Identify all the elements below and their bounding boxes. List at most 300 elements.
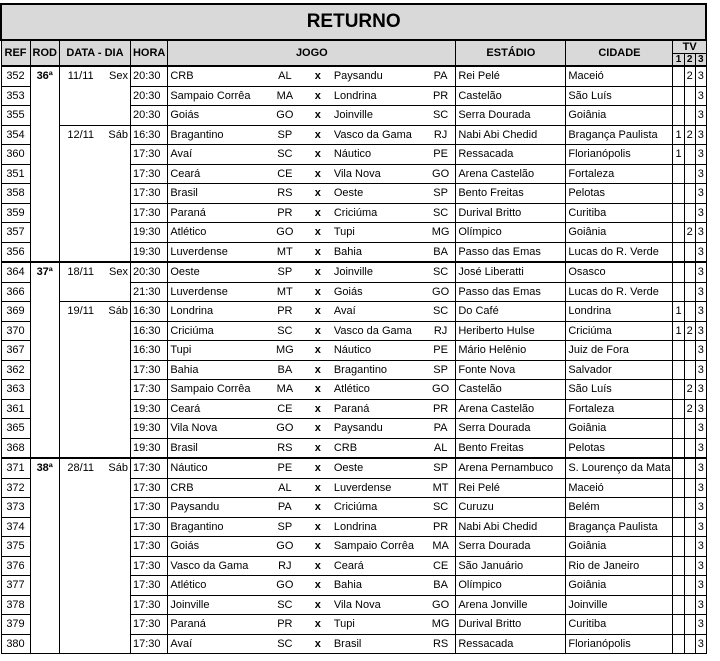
away-state-cell: PE bbox=[426, 341, 456, 361]
time-cell: 20:30 bbox=[130, 66, 167, 86]
stadium-cell: Rei Pelé bbox=[456, 478, 566, 498]
tv3-cell: 3 bbox=[695, 517, 706, 537]
tv3-cell: 3 bbox=[695, 223, 706, 243]
home-team-cell: Atlético bbox=[168, 223, 266, 243]
city-cell: Fortaleza bbox=[566, 164, 673, 184]
away-state-cell: PA bbox=[426, 419, 456, 439]
day-cell: Sáb bbox=[101, 458, 130, 654]
city-cell: Bragança Paulista bbox=[566, 517, 673, 537]
home-team-cell: Ceará bbox=[168, 164, 266, 184]
home-state-cell: GO bbox=[266, 419, 304, 439]
tv3-cell: 3 bbox=[695, 615, 706, 635]
home-team-cell: Brasil bbox=[168, 184, 266, 204]
tv1-cell bbox=[673, 498, 684, 518]
city-cell: S. Lourenço da Mata bbox=[566, 458, 673, 478]
city-cell: Londrina bbox=[566, 302, 673, 322]
home-state-cell: PR bbox=[266, 302, 304, 322]
table-row bbox=[1, 262, 706, 282]
stadium-cell: Castelão bbox=[456, 380, 566, 400]
away-team-cell: Tupi bbox=[332, 223, 426, 243]
versus-cell: x bbox=[304, 242, 332, 262]
away-team-cell: Bragantino bbox=[332, 360, 426, 380]
away-state-cell: SP bbox=[426, 458, 456, 478]
city-cell: Goiânia bbox=[566, 576, 673, 596]
time-cell: 20:30 bbox=[130, 86, 167, 106]
home-team-cell: CRB bbox=[168, 478, 266, 498]
away-team-cell: Criciúma bbox=[332, 203, 426, 223]
away-state-cell: MA bbox=[426, 537, 456, 557]
home-team-cell: Goiás bbox=[168, 106, 266, 126]
tv2-cell bbox=[684, 164, 695, 184]
home-team-cell: Paysandu bbox=[168, 498, 266, 518]
tv1-cell bbox=[673, 595, 684, 615]
home-team-cell: Ceará bbox=[168, 399, 266, 419]
time-cell: 17:30 bbox=[130, 634, 167, 654]
home-state-cell: SC bbox=[266, 634, 304, 654]
stadium-cell: Ressacada bbox=[456, 634, 566, 654]
ref-cell: 354 bbox=[1, 125, 30, 145]
away-team-cell: Brasil bbox=[332, 634, 426, 654]
home-team-cell: Náutico bbox=[168, 458, 266, 478]
tv2-cell: 2 bbox=[684, 125, 695, 145]
tv3-cell: 3 bbox=[695, 184, 706, 204]
tv2-cell: 2 bbox=[684, 66, 695, 86]
home-state-cell: GO bbox=[266, 106, 304, 126]
tv2-cell bbox=[684, 360, 695, 380]
stadium-cell: Heriberto Hulse bbox=[456, 321, 566, 341]
city-cell: Pelotas bbox=[566, 438, 673, 458]
header-hora: HORA bbox=[130, 40, 167, 66]
time-cell: 17:30 bbox=[130, 615, 167, 635]
ref-cell: 357 bbox=[1, 223, 30, 243]
tv2-cell bbox=[684, 242, 695, 262]
tv1-cell bbox=[673, 223, 684, 243]
home-state-cell: AL bbox=[266, 66, 304, 86]
city-cell: Curitiba bbox=[566, 203, 673, 223]
table-row bbox=[1, 302, 706, 322]
away-team-cell: Sampaio Corrêa bbox=[332, 537, 426, 557]
versus-cell: x bbox=[304, 438, 332, 458]
ref-cell: 360 bbox=[1, 145, 30, 165]
away-team-cell: Atlético bbox=[332, 380, 426, 400]
time-cell: 16:30 bbox=[130, 321, 167, 341]
ref-cell: 374 bbox=[1, 517, 30, 537]
home-state-cell: RS bbox=[266, 438, 304, 458]
away-state-cell: MG bbox=[426, 223, 456, 243]
away-state-cell: BA bbox=[426, 242, 456, 262]
tv1-cell bbox=[673, 458, 684, 478]
stadium-cell: Serra Dourada bbox=[456, 106, 566, 126]
tv2-cell bbox=[684, 634, 695, 654]
versus-cell: x bbox=[304, 380, 332, 400]
ref-cell: 362 bbox=[1, 360, 30, 380]
tv1-cell bbox=[673, 203, 684, 223]
tv3-cell: 3 bbox=[695, 399, 706, 419]
home-team-cell: Paraná bbox=[168, 203, 266, 223]
day-cell: Sex bbox=[101, 262, 130, 302]
stadium-cell: Bento Freitas bbox=[456, 438, 566, 458]
away-team-cell: Paysandu bbox=[332, 419, 426, 439]
ref-cell: 352 bbox=[1, 66, 30, 86]
time-cell: 17:30 bbox=[130, 164, 167, 184]
tv1-cell bbox=[673, 341, 684, 361]
tv3-cell: 3 bbox=[695, 419, 706, 439]
versus-cell: x bbox=[304, 595, 332, 615]
time-cell: 17:30 bbox=[130, 203, 167, 223]
tv2-cell bbox=[684, 262, 695, 282]
time-cell: 19:30 bbox=[130, 242, 167, 262]
city-cell: Criciúma bbox=[566, 321, 673, 341]
versus-cell: x bbox=[304, 556, 332, 576]
tv1-cell bbox=[673, 106, 684, 126]
tv1-cell: 1 bbox=[673, 321, 684, 341]
stadium-cell: Ressacada bbox=[456, 145, 566, 165]
tv3-cell: 3 bbox=[695, 556, 706, 576]
tv2-cell: 2 bbox=[684, 380, 695, 400]
stadium-cell: Fonte Nova bbox=[456, 360, 566, 380]
versus-cell: x bbox=[304, 262, 332, 282]
tv2-cell bbox=[684, 86, 695, 106]
versus-cell: x bbox=[304, 576, 332, 596]
ref-cell: 370 bbox=[1, 321, 30, 341]
tv3-cell: 3 bbox=[695, 576, 706, 596]
home-team-cell: Tupi bbox=[168, 341, 266, 361]
stadium-cell: Arena Pernambuco bbox=[456, 458, 566, 478]
day-cell: Sáb bbox=[101, 125, 130, 262]
round-cell: 38ª bbox=[30, 458, 59, 654]
versus-cell: x bbox=[304, 203, 332, 223]
tv3-cell: 3 bbox=[695, 634, 706, 654]
away-team-cell: Bahia bbox=[332, 242, 426, 262]
tv1-cell bbox=[673, 556, 684, 576]
city-cell: Fortaleza bbox=[566, 399, 673, 419]
header-tv-2: 2 bbox=[684, 54, 695, 67]
ref-cell: 369 bbox=[1, 302, 30, 322]
away-team-cell: Vasco da Gama bbox=[332, 321, 426, 341]
away-state-cell: PA bbox=[426, 66, 456, 86]
away-team-cell: Londrina bbox=[332, 517, 426, 537]
time-cell: 19:30 bbox=[130, 223, 167, 243]
tv1-cell bbox=[673, 86, 684, 106]
away-state-cell: SP bbox=[426, 360, 456, 380]
home-state-cell: SC bbox=[266, 145, 304, 165]
home-state-cell: RS bbox=[266, 184, 304, 204]
away-team-cell: Oeste bbox=[332, 458, 426, 478]
ref-cell: 373 bbox=[1, 498, 30, 518]
tv3-cell: 3 bbox=[695, 537, 706, 557]
home-team-cell: Luverdense bbox=[168, 282, 266, 302]
city-cell: São Luís bbox=[566, 380, 673, 400]
versus-cell: x bbox=[304, 86, 332, 106]
home-state-cell: MT bbox=[266, 242, 304, 262]
header-jogo: JOGO bbox=[168, 40, 456, 66]
tv3-cell: 3 bbox=[695, 498, 706, 518]
away-state-cell: SC bbox=[426, 498, 456, 518]
ref-cell: 368 bbox=[1, 438, 30, 458]
away-state-cell: MG bbox=[426, 615, 456, 635]
away-team-cell: Joinville bbox=[332, 106, 426, 126]
ref-cell: 356 bbox=[1, 242, 30, 262]
versus-cell: x bbox=[304, 517, 332, 537]
header-estadio: ESTÁDIO bbox=[456, 40, 566, 66]
city-cell: Belém bbox=[566, 498, 673, 518]
away-state-cell: RS bbox=[426, 634, 456, 654]
home-state-cell: PA bbox=[266, 498, 304, 518]
away-team-cell: Náutico bbox=[332, 145, 426, 165]
stadium-cell: José Liberatti bbox=[456, 262, 566, 282]
header-data-dia: DATA - DIA bbox=[59, 40, 130, 66]
tv2-cell bbox=[684, 302, 695, 322]
home-state-cell: GO bbox=[266, 576, 304, 596]
home-team-cell: Atlético bbox=[168, 576, 266, 596]
home-team-cell: Joinville bbox=[168, 595, 266, 615]
tv3-cell: 3 bbox=[695, 302, 706, 322]
time-cell: 17:30 bbox=[130, 595, 167, 615]
header-tv-3: 3 bbox=[695, 54, 706, 67]
versus-cell: x bbox=[304, 164, 332, 184]
city-cell: Osasco bbox=[566, 262, 673, 282]
away-state-cell: GO bbox=[426, 164, 456, 184]
header-ref: REF bbox=[1, 40, 30, 66]
tv2-cell bbox=[684, 498, 695, 518]
home-state-cell: CE bbox=[266, 399, 304, 419]
schedule-body bbox=[1, 66, 706, 654]
ref-cell: 358 bbox=[1, 184, 30, 204]
header-rod: ROD bbox=[30, 40, 59, 66]
home-team-cell: Luverdense bbox=[168, 242, 266, 262]
home-state-cell: RJ bbox=[266, 556, 304, 576]
away-state-cell: AL bbox=[426, 438, 456, 458]
versus-cell: x bbox=[304, 106, 332, 126]
home-state-cell: PE bbox=[266, 458, 304, 478]
tv1-cell bbox=[673, 399, 684, 419]
away-state-cell: BA bbox=[426, 576, 456, 596]
round-cell: 37ª bbox=[30, 262, 59, 458]
away-state-cell: RJ bbox=[426, 321, 456, 341]
home-state-cell: SC bbox=[266, 595, 304, 615]
home-team-cell: Avaí bbox=[168, 634, 266, 654]
time-cell: 17:30 bbox=[130, 537, 167, 557]
tv1-cell bbox=[673, 576, 684, 596]
home-state-cell: MA bbox=[266, 86, 304, 106]
ref-cell: 353 bbox=[1, 86, 30, 106]
city-cell: Curitiba bbox=[566, 615, 673, 635]
ref-cell: 380 bbox=[1, 634, 30, 654]
home-team-cell: Bragantino bbox=[168, 125, 266, 145]
tv1-cell bbox=[673, 537, 684, 557]
tv3-cell: 3 bbox=[695, 66, 706, 86]
city-cell: Goiânia bbox=[566, 223, 673, 243]
home-team-cell: CRB bbox=[168, 66, 266, 86]
away-state-cell: SC bbox=[426, 203, 456, 223]
tv3-cell: 3 bbox=[695, 86, 706, 106]
home-team-cell: Bahia bbox=[168, 360, 266, 380]
away-team-cell: Goiás bbox=[332, 282, 426, 302]
versus-cell: x bbox=[304, 537, 332, 557]
stadium-cell: Rei Pelé bbox=[456, 66, 566, 86]
stadium-cell: Nabi Abi Chedid bbox=[456, 517, 566, 537]
tv1-cell bbox=[673, 242, 684, 262]
tv3-cell: 3 bbox=[695, 438, 706, 458]
tv1-cell bbox=[673, 184, 684, 204]
city-cell: Lucas do R. Verde bbox=[566, 242, 673, 262]
stadium-cell: Mário Helênio bbox=[456, 341, 566, 361]
stadium-cell: Arena Jonville bbox=[456, 595, 566, 615]
versus-cell: x bbox=[304, 223, 332, 243]
time-cell: 17:30 bbox=[130, 184, 167, 204]
day-cell: Sex bbox=[101, 66, 130, 125]
versus-cell: x bbox=[304, 302, 332, 322]
date-cell: 28/11 bbox=[59, 458, 101, 654]
stadium-cell: Arena Castelão bbox=[456, 399, 566, 419]
tv1-cell: 1 bbox=[673, 302, 684, 322]
tv2-cell bbox=[684, 537, 695, 557]
page-title: RETURNO bbox=[1, 4, 706, 40]
tv3-cell: 3 bbox=[695, 164, 706, 184]
away-state-cell: GO bbox=[426, 282, 456, 302]
home-state-cell: GO bbox=[266, 223, 304, 243]
tv1-cell bbox=[673, 380, 684, 400]
tv2-cell bbox=[684, 576, 695, 596]
tv3-cell: 3 bbox=[695, 242, 706, 262]
stadium-cell: Do Café bbox=[456, 302, 566, 322]
home-team-cell: Criciúma bbox=[168, 321, 266, 341]
city-cell: Juiz de Fora bbox=[566, 341, 673, 361]
tv2-cell bbox=[684, 478, 695, 498]
stadium-cell: Passo das Emas bbox=[456, 282, 566, 302]
city-cell: Goiânia bbox=[566, 419, 673, 439]
tv1-cell bbox=[673, 634, 684, 654]
date-cell: 19/11 bbox=[59, 302, 101, 459]
home-state-cell: MT bbox=[266, 282, 304, 302]
stadium-cell: Passo das Emas bbox=[456, 242, 566, 262]
away-team-cell: Paysandu bbox=[332, 66, 426, 86]
home-state-cell: PR bbox=[266, 203, 304, 223]
away-state-cell: SC bbox=[426, 262, 456, 282]
versus-cell: x bbox=[304, 399, 332, 419]
city-cell: Rio de Janeiro bbox=[566, 556, 673, 576]
ref-cell: 355 bbox=[1, 106, 30, 126]
away-state-cell: PE bbox=[426, 145, 456, 165]
tv1-cell bbox=[673, 419, 684, 439]
home-team-cell: Paraná bbox=[168, 615, 266, 635]
tv3-cell: 3 bbox=[695, 145, 706, 165]
versus-cell: x bbox=[304, 615, 332, 635]
tv2-cell bbox=[684, 106, 695, 126]
tv1-cell bbox=[673, 615, 684, 635]
tv3-cell: 3 bbox=[695, 341, 706, 361]
date-cell: 18/11 bbox=[59, 262, 101, 302]
tv2-cell bbox=[684, 419, 695, 439]
tv3-cell: 3 bbox=[695, 321, 706, 341]
city-cell: Goiânia bbox=[566, 537, 673, 557]
away-team-cell: Avaí bbox=[332, 302, 426, 322]
tv2-cell bbox=[684, 282, 695, 302]
home-state-cell: CE bbox=[266, 164, 304, 184]
table-row bbox=[1, 125, 706, 145]
away-state-cell: GO bbox=[426, 380, 456, 400]
tv3-cell: 3 bbox=[695, 125, 706, 145]
tv1-cell bbox=[673, 517, 684, 537]
home-team-cell: Brasil bbox=[168, 438, 266, 458]
stadium-cell: Serra Dourada bbox=[456, 419, 566, 439]
home-team-cell: Sampaio Corrêa bbox=[168, 86, 266, 106]
tv3-cell: 3 bbox=[695, 203, 706, 223]
versus-cell: x bbox=[304, 282, 332, 302]
city-cell: Maceió bbox=[566, 66, 673, 86]
ref-cell: 378 bbox=[1, 595, 30, 615]
home-state-cell: AL bbox=[266, 478, 304, 498]
city-cell: São Luís bbox=[566, 86, 673, 106]
ref-cell: 363 bbox=[1, 380, 30, 400]
away-state-cell: SC bbox=[426, 302, 456, 322]
tv1-cell bbox=[673, 438, 684, 458]
time-cell: 17:30 bbox=[130, 380, 167, 400]
away-team-cell: Vila Nova bbox=[332, 164, 426, 184]
city-cell: Florianópolis bbox=[566, 634, 673, 654]
tv2-cell: 2 bbox=[684, 321, 695, 341]
home-team-cell: Goiás bbox=[168, 537, 266, 557]
away-team-cell: Criciúma bbox=[332, 498, 426, 518]
ref-cell: 376 bbox=[1, 556, 30, 576]
city-cell: Lucas do R. Verde bbox=[566, 282, 673, 302]
time-cell: 17:30 bbox=[130, 478, 167, 498]
away-team-cell: Bahia bbox=[332, 576, 426, 596]
time-cell: 19:30 bbox=[130, 399, 167, 419]
tv1-cell bbox=[673, 360, 684, 380]
stadium-cell: Durival Britto bbox=[456, 203, 566, 223]
date-cell: 11/11 bbox=[59, 66, 101, 125]
table-row bbox=[1, 458, 706, 478]
versus-cell: x bbox=[304, 478, 332, 498]
home-state-cell: MA bbox=[266, 380, 304, 400]
home-state-cell: SC bbox=[266, 321, 304, 341]
tv1-cell bbox=[673, 282, 684, 302]
time-cell: 17:30 bbox=[130, 576, 167, 596]
time-cell: 16:30 bbox=[130, 125, 167, 145]
day-cell: Sáb bbox=[101, 302, 130, 459]
away-state-cell: PR bbox=[426, 399, 456, 419]
ref-cell: 359 bbox=[1, 203, 30, 223]
ref-cell: 367 bbox=[1, 341, 30, 361]
tv3-cell: 3 bbox=[695, 458, 706, 478]
away-team-cell: Joinville bbox=[332, 262, 426, 282]
stadium-cell: São Januário bbox=[456, 556, 566, 576]
home-state-cell: PR bbox=[266, 615, 304, 635]
away-team-cell: Vasco da Gama bbox=[332, 125, 426, 145]
away-team-cell: Oeste bbox=[332, 184, 426, 204]
ref-cell: 372 bbox=[1, 478, 30, 498]
tv3-cell: 3 bbox=[695, 262, 706, 282]
round-cell: 36ª bbox=[30, 66, 59, 262]
versus-cell: x bbox=[304, 360, 332, 380]
ref-cell: 379 bbox=[1, 615, 30, 635]
away-team-cell: Londrina bbox=[332, 86, 426, 106]
versus-cell: x bbox=[304, 458, 332, 478]
tv1-cell bbox=[673, 164, 684, 184]
time-cell: 21:30 bbox=[130, 282, 167, 302]
time-cell: 17:30 bbox=[130, 360, 167, 380]
ref-cell: 365 bbox=[1, 419, 30, 439]
time-cell: 19:30 bbox=[130, 438, 167, 458]
time-cell: 17:30 bbox=[130, 458, 167, 478]
away-state-cell: SC bbox=[426, 106, 456, 126]
header-tv: TV bbox=[673, 40, 706, 54]
home-team-cell: Londrina bbox=[168, 302, 266, 322]
stadium-cell: Olímpico bbox=[456, 223, 566, 243]
tv1-cell: 1 bbox=[673, 125, 684, 145]
city-cell: Goiânia bbox=[566, 106, 673, 126]
